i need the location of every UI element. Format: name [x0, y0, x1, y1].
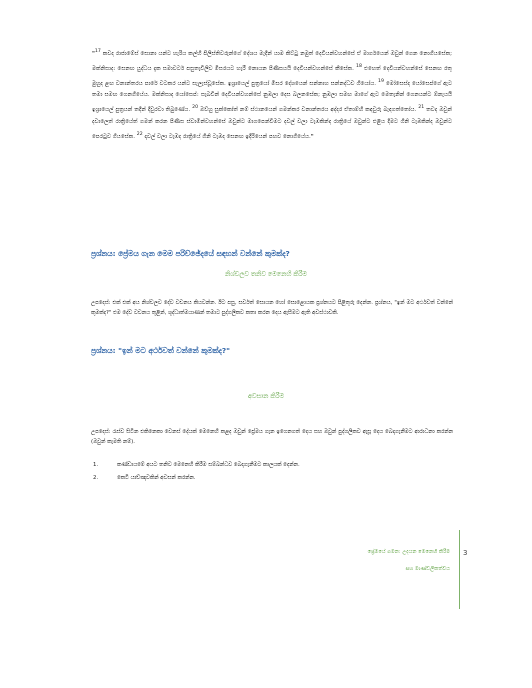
question-one — [91, 249, 290, 259]
open-quote: " — [92, 50, 95, 57]
verse-number-22: 22 — [136, 131, 143, 137]
footer-subtitle: සහ මාණ්ඩලිකත්වය — [405, 566, 450, 572]
question-one-label: ප්‍රශ්නය: — [91, 249, 116, 258]
footer-title: ප්‍රේමයේ ගමන: උදයන මෙනෙහි කිරීම — [367, 549, 450, 555]
verse-number-20: 20 — [192, 105, 199, 111]
verse-20-text: ඔව්හු සුක්කෝත් නම් ස්ථානයෙන් ගමන්කර වනාන්තරය අද්දර ඒතාම්හි කඳවුරු බැඳගත්තෝය. — [198, 107, 419, 114]
verse-17-text: කවද රාජාමේස් සොනා යන්ට හැරිය කල්හි පිලිස්තිවරුන්ගේ දේශය මැදින් යාම කිට්ටු නමුත් දෙවියන්වහන්සේ ඒ මාර්ගයෙන් ඔවුන් ගෙන නොගියසේක; මක්නිසාද: සෙනඟ යුද්ධය දැක සමාවර්ට පසුතැවිලිව මිසරයට හැරී නොයන පිණිසයයි දෙවියන්වහන්සේ කීසේක. — [92, 50, 452, 72]
page-number: 3 — [463, 549, 468, 557]
question-two-label: ප්‍රශ්නය: — [91, 346, 116, 355]
footer-divider — [459, 530, 460, 609]
verse-21-text: තවද ඔවුන් දවාලෙත් රාත්‍රියේත් ගමන් කරන පිණිස ස්වාමීන්වහන්සේ ඔවුන්ට මාගපෙන්වීමට දවල් වලා ටැඹකින්ද රාත්‍රියේ ඔවුන්ට එළිය දීමට ගිනි ටැඹකින්ද ඔවුන්ට පෙරටුව ගියසේක. — [92, 107, 452, 140]
section-heading-meditation: නිශ්චලව තනිව මෙනෙහි කිරීම — [224, 270, 308, 278]
verse-22-text: දාවල් වලා ටැඹද රාත්‍රියේ ගිනි ටැඹද සෙනඟ ඉදිරියෙන් පහව නොගියේය. — [142, 133, 311, 140]
question-two-text: "ඉන් මට අර්ථවත් වන්නේ කුමක්ද?" — [115, 346, 230, 355]
list-item-text: කණ්ඩායමේ අයට තනිව මෙනෙහි කිරීම සම්බන්ධව බෙදාගැනීමට කාලයක් දෙන්න. — [117, 462, 300, 468]
question-one-text: ප්‍රේමය ගැන මෙම පරිච්ඡේදයේ සඳහන් වන්නේ කුමක්ද? — [115, 249, 290, 258]
advice-two-text: රැස්ව සිටින එකිනෙකා වෙනස් දේයක් මෙනෙහි කළද ඔවුන් ප්‍රේමය ගැන ඉගෙනගත් දෙය සහ ඔවුන් පුද්ගලිකව ඇසූ දෙය බෙදාගැනීමට ආරාධනා කරන්න (ඔවුන් කැමති නම්). — [91, 429, 453, 446]
advice-one — [91, 298, 453, 318]
advice-two — [91, 427, 453, 447]
question-two — [91, 346, 230, 356]
advice-one-text-after: එම දේව වචනය තුළින්, ශුද්ධාත්මයාණන් තමාට පුද්ගලිකව කතා කරන දෙය ඇසීමට ඇති අවස්ථාවකි. — [111, 310, 339, 317]
verse-number-17: 17 — [94, 49, 101, 54]
verse-18-text: එහෙත් දෙවියන්වහන්සේ සෙනඟ රතු මුහුද ළඟ වනාන්තරය පාරේ වටකර යන්ට සැලැස්වූසේක. ඉශ්‍රායෙල් පුත්‍රයෝ මිසර දේශයෙන් සන්නාහ සන්නද්ධව ගියෝය. — [92, 65, 452, 87]
verse-number-21: 21 — [418, 105, 425, 111]
closing-steps-list — [91, 460, 453, 486]
list-item-text: කෙටි යාච්ඤාවකින් අවසන් කරන්න. — [117, 475, 196, 481]
list-item — [91, 473, 453, 483]
verse-number-18: 18 — [356, 63, 362, 69]
advice-one-text: එක් එක් අය නිශ්චලව දේව වචනය කියවන්න. ඊට පසු, සර්වත් සොයන හෝ සොළොයක ප්‍රශ්නයට පිළිතුරු දෙන්න. ප්‍රශ්නය, — [110, 300, 395, 306]
advice-one-label: උපදෙස්: — [91, 300, 111, 306]
list-item-number: 2. — [93, 475, 99, 481]
close-quote: " — [310, 133, 314, 140]
scripture-quote-text — [92, 46, 452, 144]
verse-19-text: මෝසෙස්ද යෝසෙප්ගේ ඇට තමා සමඟ ගෙනගියේය. මක්නිසාද යෝසෙප්: සැබවින් දෙවියන්වහන්සේ නුඹලා දෙස බලනසේක; නුඹලා සමඟ මාගේ ඇට මෙතැනින් ගෙනයන්ට ඕනැයයි ඉශ්‍රායෙල් පුත්‍රයන් තදින් දිවුරවා තිබුණේය. — [92, 80, 452, 114]
list-item — [91, 460, 453, 470]
advice-one-quoted: "ඉන් මට අර්ථවත් වන්නේ කුමක්ද?" — [91, 300, 453, 317]
list-item-number: 1. — [93, 462, 99, 468]
verse-number-19: 19 — [378, 78, 384, 84]
advice-two-label: උපදෙස්: — [91, 429, 111, 435]
scripture-quote — [92, 46, 452, 144]
section-heading-closing: අවසාන කිරීම — [247, 392, 285, 400]
